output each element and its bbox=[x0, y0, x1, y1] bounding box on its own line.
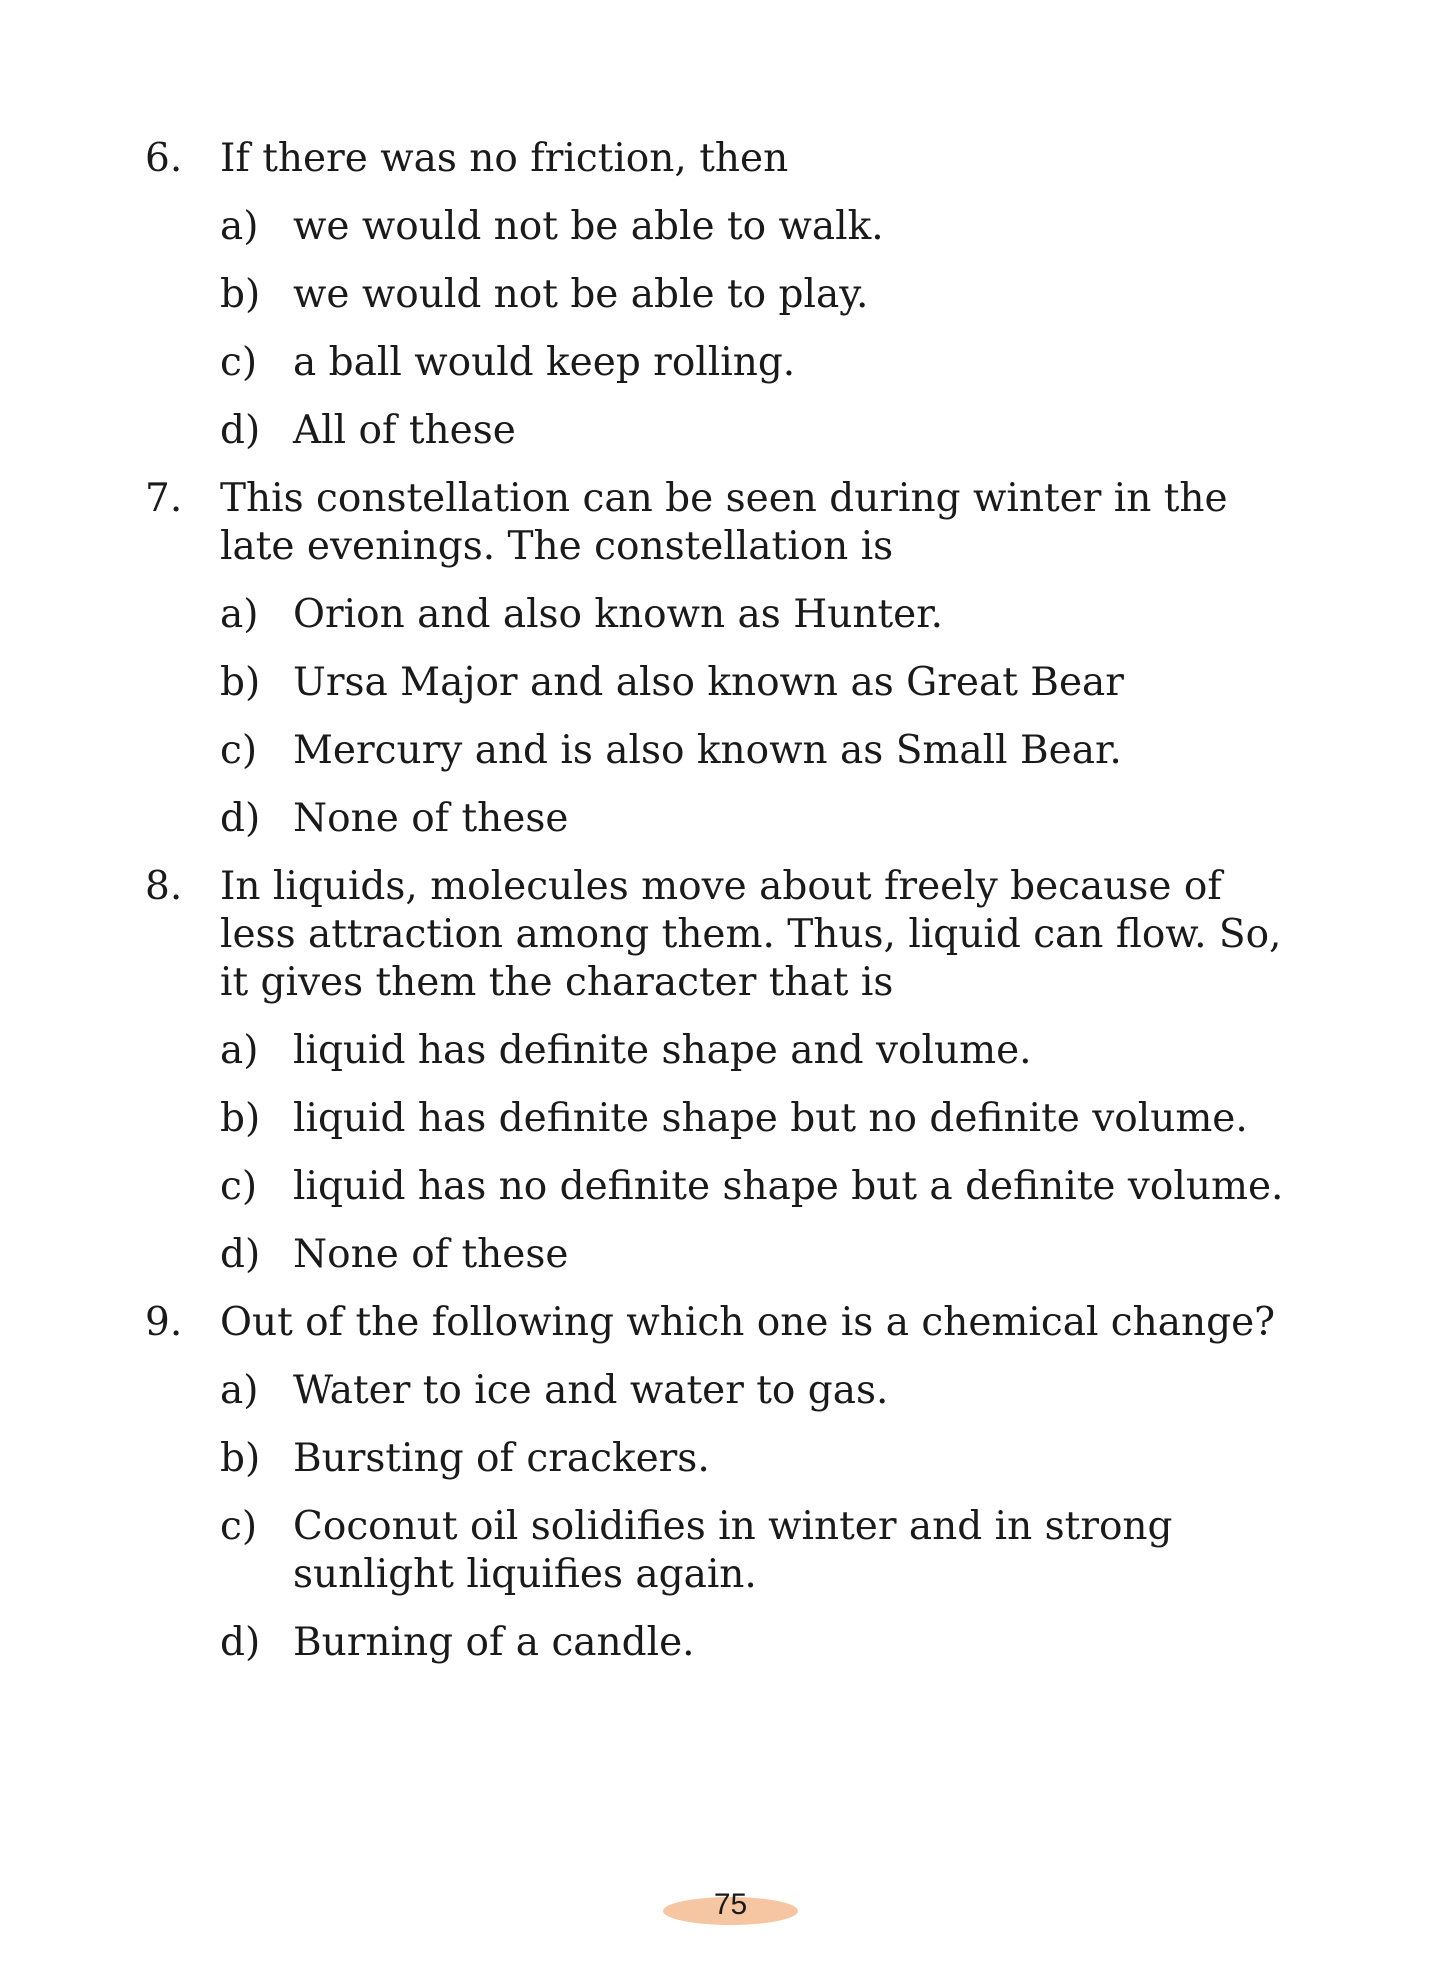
option-letter: a) bbox=[220, 204, 259, 249]
option-letter: c) bbox=[220, 1504, 258, 1549]
option-letter: d) bbox=[220, 1232, 261, 1277]
option-letter: b) bbox=[220, 272, 261, 317]
option-letter: c) bbox=[220, 340, 258, 385]
question-stem bbox=[145, 863, 1295, 1007]
page-number-badge bbox=[663, 1888, 798, 1925]
page-number: 75 bbox=[713, 1888, 748, 1921]
option-b bbox=[145, 1435, 1295, 1483]
option-letter: a) bbox=[220, 1028, 259, 1073]
option-letter: b) bbox=[220, 1436, 261, 1481]
option-b bbox=[145, 659, 1295, 707]
option-list bbox=[145, 591, 1295, 843]
question-text: If there was no friction, then bbox=[220, 136, 789, 181]
option-letter: c) bbox=[220, 728, 258, 773]
option-text: Burning of a candle. bbox=[293, 1620, 695, 1665]
option-text: we would not be able to walk. bbox=[293, 204, 884, 249]
option-text: liquid has definite shape and volume. bbox=[293, 1028, 1032, 1073]
option-c bbox=[145, 339, 1295, 387]
option-text: a ball would keep rolling. bbox=[293, 340, 796, 385]
option-d bbox=[145, 795, 1295, 843]
option-text: Bursting of crackers. bbox=[293, 1436, 710, 1481]
option-d bbox=[145, 407, 1295, 455]
option-letter: d) bbox=[220, 408, 261, 453]
option-a bbox=[145, 203, 1295, 251]
option-letter: b) bbox=[220, 1096, 261, 1141]
option-text: None of these bbox=[293, 1232, 569, 1277]
option-list bbox=[145, 1027, 1295, 1279]
option-text: All of these bbox=[293, 408, 516, 453]
option-a bbox=[145, 1367, 1295, 1415]
option-c bbox=[145, 727, 1295, 775]
question-number: 8. bbox=[145, 864, 183, 909]
option-text: Orion and also known as Hunter. bbox=[293, 592, 943, 637]
option-letter: c) bbox=[220, 1164, 258, 1209]
option-text: Coconut oil solidifies in winter and in strong sunlight liquifies again. bbox=[293, 1504, 1173, 1597]
option-letter: b) bbox=[220, 660, 261, 705]
option-text: Ursa Major and also known as Great Bear bbox=[293, 660, 1124, 705]
option-list bbox=[145, 1367, 1295, 1667]
option-letter: a) bbox=[220, 592, 259, 637]
option-d bbox=[145, 1231, 1295, 1279]
question-list bbox=[145, 135, 1295, 1667]
option-a bbox=[145, 1027, 1295, 1075]
question-8 bbox=[145, 863, 1295, 1279]
question-text: Out of the following which one is a chemical change? bbox=[220, 1300, 1276, 1345]
option-text: liquid has no definite shape but a definite volume. bbox=[293, 1164, 1284, 1209]
option-text: Water to ice and water to gas. bbox=[293, 1368, 889, 1413]
option-a bbox=[145, 591, 1295, 639]
option-c bbox=[145, 1503, 1295, 1599]
question-7 bbox=[145, 475, 1295, 843]
question-number: 7. bbox=[145, 476, 183, 521]
option-b bbox=[145, 1095, 1295, 1143]
question-text: In liquids, molecules move about freely because of less attraction among them. Thus, liquid can flow. So, it gives them the character that is bbox=[220, 864, 1282, 1005]
question-text: This constellation can be seen during winter in the late evenings. The constellation is bbox=[220, 476, 1228, 569]
option-d bbox=[145, 1619, 1295, 1667]
question-number: 6. bbox=[145, 136, 183, 181]
option-c bbox=[145, 1163, 1295, 1211]
question-9 bbox=[145, 1299, 1295, 1667]
option-letter: d) bbox=[220, 796, 261, 841]
option-text: liquid has definite shape but no definite volume. bbox=[293, 1096, 1248, 1141]
question-stem bbox=[145, 475, 1295, 571]
option-text: None of these bbox=[293, 796, 569, 841]
option-letter: d) bbox=[220, 1620, 261, 1665]
option-letter: a) bbox=[220, 1368, 259, 1413]
option-list bbox=[145, 203, 1295, 455]
option-text: Mercury and is also known as Small Bear. bbox=[293, 728, 1122, 773]
question-stem bbox=[145, 1299, 1295, 1347]
option-b bbox=[145, 271, 1295, 319]
question-6 bbox=[145, 135, 1295, 455]
option-text: we would not be able to play. bbox=[293, 272, 869, 317]
question-number: 9. bbox=[145, 1300, 183, 1345]
question-stem bbox=[145, 135, 1295, 183]
